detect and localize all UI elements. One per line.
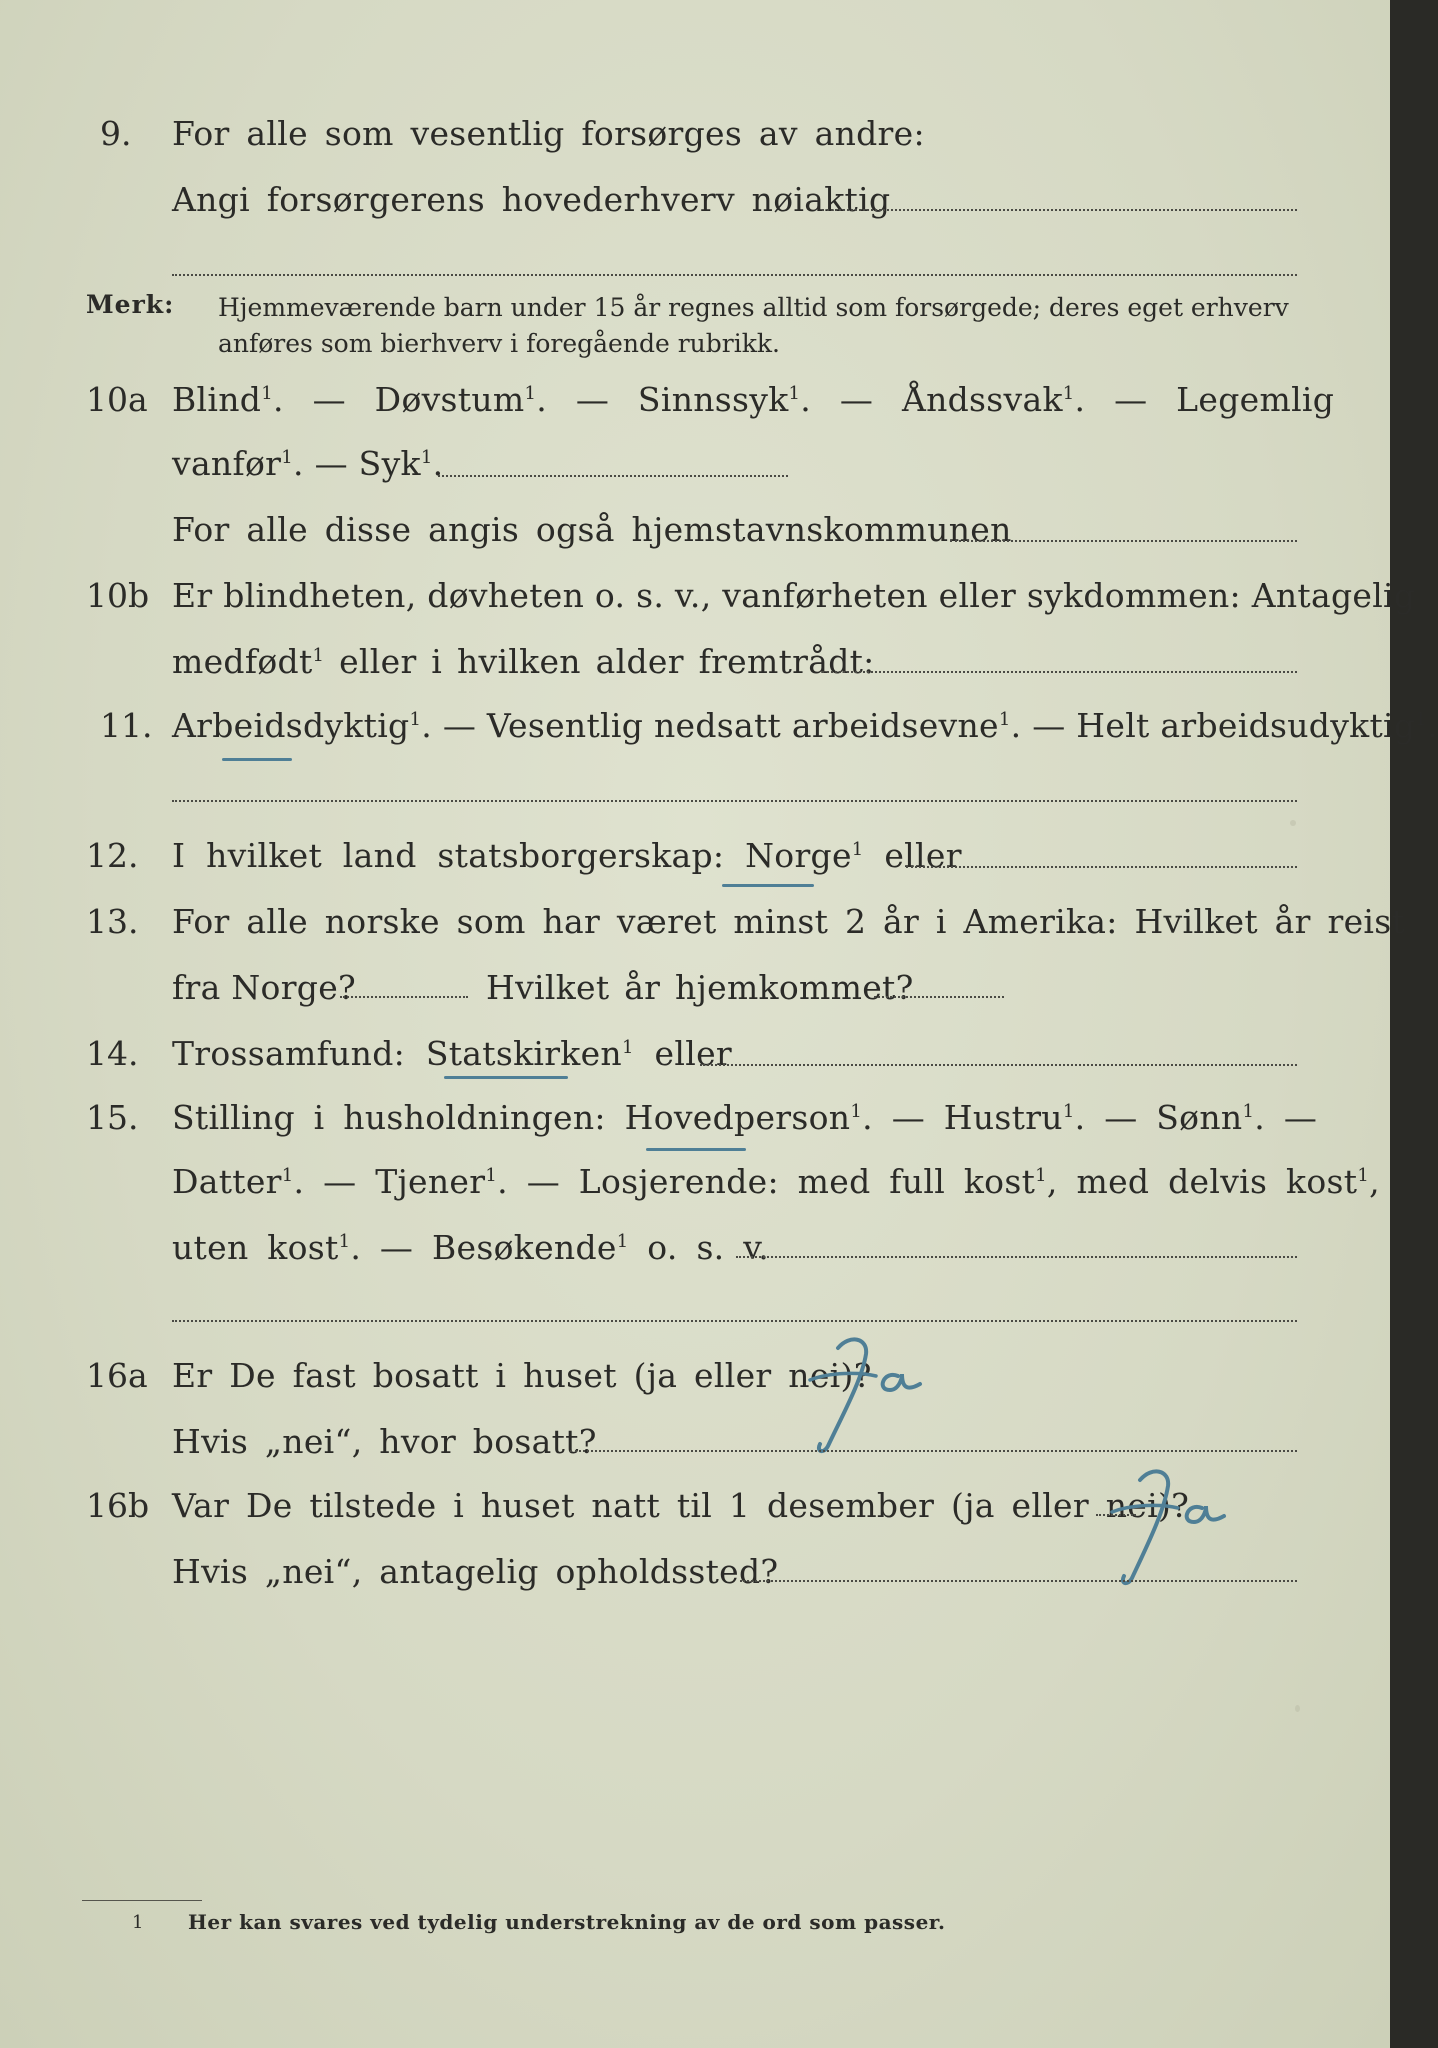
handwritten-answer-16b [1080, 1452, 1260, 1596]
note-text-2: anføres som bierhverv i foregående rubrikk. [218, 329, 780, 358]
option-dovstum: . — Døvstum [273, 380, 525, 419]
question-16b-text: Var De tilstede i huset natt til 1 desember (ja eller nei)? [172, 1486, 1190, 1525]
question-10a-text [172, 380, 1334, 420]
answer-line [340, 996, 468, 998]
question-16a-text-2: Hvis „nei“, hvor bosatt? [172, 1422, 597, 1461]
pen-underline-norge [722, 884, 814, 887]
question-number: 16b [86, 1486, 150, 1525]
note-label: Merk: [86, 290, 175, 319]
question-number: 16a [86, 1356, 148, 1395]
answer-line [906, 866, 1297, 868]
question-10b-text-2: medfødt$^1$ eller i hvilken alder fremtrådt: [172, 642, 875, 681]
footnote-rule [82, 1900, 202, 1901]
question-15-text-2: Datter$^1$. — Tjener$^1$. — Losjerende: med full kost$^1$, med delvis kost$^1$, [172, 1162, 1380, 1201]
answer-line [172, 1320, 1297, 1322]
option-blind: Blind [172, 380, 262, 419]
option-sinnssyk: . — Sinnssyk [536, 380, 789, 419]
question-13-text: For alle norske som har været minst 2 år i Amerika: Hvilket år reist [172, 902, 1406, 941]
question-number: 10a [86, 380, 148, 419]
answer-line [822, 671, 1297, 673]
footnote-mark: 1 [788, 383, 801, 404]
pen-underline-statskirken [444, 1076, 568, 1079]
question-15-text: Stilling i husholdningen: Hovedperson$^1$. — Hustru$^1$. — Sønn$^1$. — [172, 1098, 1318, 1137]
answer-line [700, 1064, 1297, 1066]
option-legemlig: . — Legemlig [1074, 380, 1335, 419]
question-12-text: I hvilket land statsborgerskap: Norge$^1$ eller [172, 836, 962, 875]
question-14-text: Trossamfund: Statskirken$^1$ eller [172, 1034, 732, 1073]
footnote-text: Her kan svares ved tydelig understrekning av de ord som passer. [188, 1910, 946, 1934]
question-number: 14. [86, 1034, 139, 1073]
question-16b-text-2: Hvis „nei“, antagelig opholdssted? [172, 1552, 779, 1591]
pen-underline-arbeidsdyktig [222, 758, 292, 761]
question-10b-text: Er blindheten, døvheten o. s. v., vanførheten eller sykdommen: Antagelig [172, 576, 1416, 615]
note-text: Hjemmeværende barn under 15 år regnes alltid som forsørgede; deres eget erhverv [218, 293, 1289, 322]
answer-line [172, 800, 1297, 802]
answer-line [950, 540, 1297, 542]
footnote-number: 1 [132, 1912, 144, 1933]
option-arbeidsdyktig: Arbeidsdyktig [172, 706, 410, 745]
question-number: 11. [100, 706, 153, 745]
question-number: 12. [86, 836, 139, 875]
answer-line [740, 1580, 1297, 1582]
pen-underline-hovedperson [646, 1148, 746, 1151]
question-number: 9. [100, 114, 132, 153]
question-number: 15. [86, 1098, 139, 1137]
answer-line [822, 209, 1297, 211]
question-9-text: For alle som vesentlig forsørges av andre: [172, 114, 925, 153]
question-9-text-2: Angi forsørgerens hovederhverv nøiaktig [172, 180, 891, 219]
option-andssvak: . — Åndssvak [800, 380, 1063, 419]
question-number: 13. [86, 902, 139, 941]
question-13-text-2: fra Norge? [172, 968, 357, 1007]
handwriting-ja-icon [1080, 1452, 1260, 1592]
question-number: 10b [86, 576, 150, 615]
handwritten-answer-16b-text [1080, 1452, 1081, 1453]
question-11-text: Arbeidsdyktig$^1$. — Vesentlig nedsatt arbeidsevne$^1$. — Helt arbeidsudyktig$^1$. [172, 706, 1438, 745]
question-16a-text: Er De fast bosatt i huset (ja eller nei)? [172, 1356, 872, 1395]
handwritten-answer-16a-text [780, 1320, 781, 1321]
answer-line [736, 1256, 1297, 1258]
question-15-text-3: uten kost$^1$. — Besøkende$^1$ o. s. v. [172, 1228, 770, 1267]
footnote-mark: 1 [1062, 383, 1075, 404]
paper-stain [1295, 1705, 1300, 1712]
handwritten-answer-16a [780, 1320, 960, 1464]
answer-line [172, 274, 1297, 276]
answer-line [874, 996, 1004, 998]
footnote-mark: 1 [524, 383, 537, 404]
question-13-text-3: Hvilket år hjemkommet? [486, 968, 914, 1007]
question-10a-text-3: For alle disse angis også hjemstavnskommunen [172, 510, 1012, 549]
answer-line [438, 475, 788, 477]
question-10a-text-2: vanfør$^1$. — Syk$^1$. [172, 444, 444, 483]
handwriting-ja-icon [780, 1320, 960, 1460]
footnote-mark: 1 [261, 383, 274, 404]
paper-stain [1290, 820, 1296, 826]
